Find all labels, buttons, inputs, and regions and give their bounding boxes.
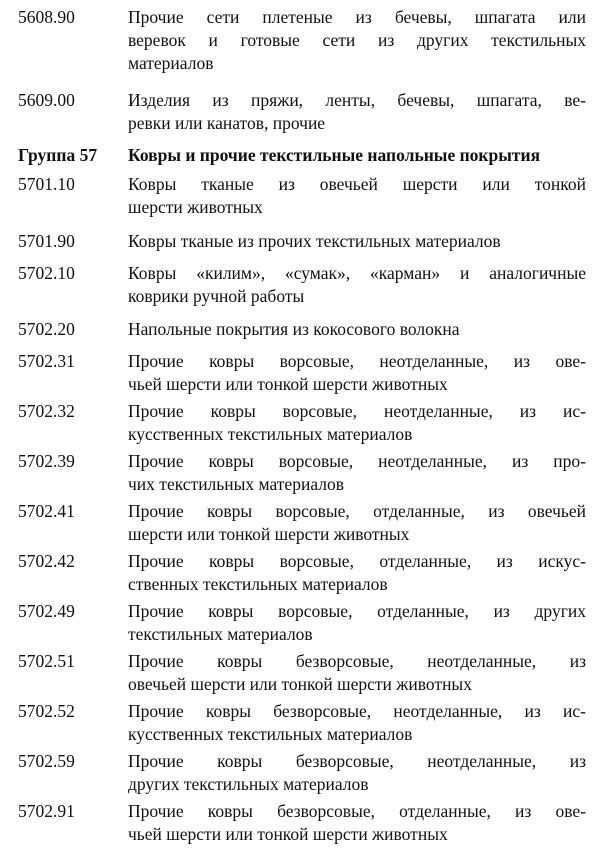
entry-line: Прочие ковры безворсовые, неотделанные, из ис- <box>128 701 586 721</box>
group-title: Ковры и прочие текстильные напольные покрытия <box>128 145 541 165</box>
entry-line: чьей шерсти или тонкой шерсти животных <box>128 374 448 394</box>
entry-line: Напольные покрытия из кокосового волокна <box>128 319 460 339</box>
entry-line: чих текстильных материалов <box>128 474 344 494</box>
entry-line: чьей шерсти или тонкой шерсти животных <box>128 824 448 844</box>
entry-description <box>128 173 586 219</box>
entry-description <box>128 750 586 796</box>
entry-code: 5702.49 <box>18 601 75 621</box>
entry-line: коврики ручной работы <box>128 286 305 306</box>
entry-line: материалов <box>128 53 214 73</box>
entry-line: Прочие сети плетеные из бечевы, шпагата или <box>128 7 586 27</box>
entry-code: 5702.59 <box>18 751 75 771</box>
entry-description <box>128 600 586 646</box>
entry-description <box>128 450 586 496</box>
entry-description <box>128 350 586 396</box>
entry-code: 5702.42 <box>18 551 75 571</box>
entry-line: ственных текстильных материалов <box>128 574 388 594</box>
entry-code: 5702.51 <box>18 651 75 671</box>
entry-code: 5609.00 <box>18 90 75 110</box>
entry-line: шерсти животных <box>128 197 263 217</box>
entry-line: Прочие ковры ворсовые, отделанные, из искус- <box>128 551 586 571</box>
entry-line: Прочие ковры ворсовые, неотделанные, из ис- <box>128 401 586 421</box>
entry-line: Прочие ковры безворсовые, отделанные, из ове- <box>128 801 586 821</box>
entry-description <box>128 550 586 596</box>
entry-description <box>128 262 586 308</box>
entry-line: ревки или канатов, прочие <box>128 113 326 133</box>
entry-code: 5608.90 <box>18 7 75 27</box>
entry-line: Прочие ковры безворсовые, неотделанные, из <box>128 651 586 671</box>
entry-description <box>128 6 586 75</box>
entry-code: 5701.90 <box>18 231 75 251</box>
entry-line: шерсти или тонкой шерсти животных <box>128 524 410 544</box>
entry-description <box>128 400 586 446</box>
entry-code: 5702.31 <box>18 351 75 371</box>
entry-code: 5701.10 <box>18 174 75 194</box>
entry-line: Прочие ковры ворсовые, отделанные, из других <box>128 601 586 621</box>
entry-line: Ковры «килим», «сумак», «карман» и аналогичные <box>128 263 586 283</box>
entry-line: Прочие ковры ворсовые, неотделанные, из про- <box>128 451 586 471</box>
group-title-block <box>128 144 586 167</box>
entry-line: кусственных текстильных материалов <box>128 424 413 444</box>
entry-line: веревок и готовые сети из других текстильных <box>128 30 586 50</box>
entry-code: 5702.10 <box>18 263 75 283</box>
entry-description <box>128 700 586 746</box>
group-code: Группа 57 <box>18 145 98 165</box>
entry-line: Ковры тканые из прочих текстильных материалов <box>128 231 501 251</box>
entry-line: Ковры тканые из овечьей шерсти или тонкой <box>128 174 586 194</box>
entry-line: других текстильных материалов <box>128 774 369 794</box>
entry-description <box>128 89 586 135</box>
entry-line: Прочие ковры ворсовые, отделанные, из овечьей <box>128 501 586 521</box>
entry-line: Прочие ковры ворсовые, неотделанные, из ове- <box>128 351 586 371</box>
entry-line: овечьей шерсти или тонкой шерсти животных <box>128 674 472 694</box>
entry-code: 5702.20 <box>18 319 75 339</box>
entry-description <box>128 230 586 253</box>
entry-line: кусственных текстильных материалов <box>128 724 413 744</box>
entry-code: 5702.39 <box>18 451 75 471</box>
entry-code: 5702.32 <box>18 401 75 421</box>
entry-description <box>128 650 586 696</box>
entry-description <box>128 318 586 341</box>
entry-code: 5702.91 <box>18 801 75 821</box>
entry-line: Прочие ковры безворсовые, неотделанные, из <box>128 751 586 771</box>
entry-description <box>128 500 586 546</box>
entry-line: Изделия из пряжи, ленты, бечевы, шпагата, ве- <box>128 90 586 110</box>
entry-code: 5702.41 <box>18 501 75 521</box>
entry-description <box>128 800 586 846</box>
entry-code: 5702.52 <box>18 701 75 721</box>
entry-line: текстильных материалов <box>128 624 313 644</box>
